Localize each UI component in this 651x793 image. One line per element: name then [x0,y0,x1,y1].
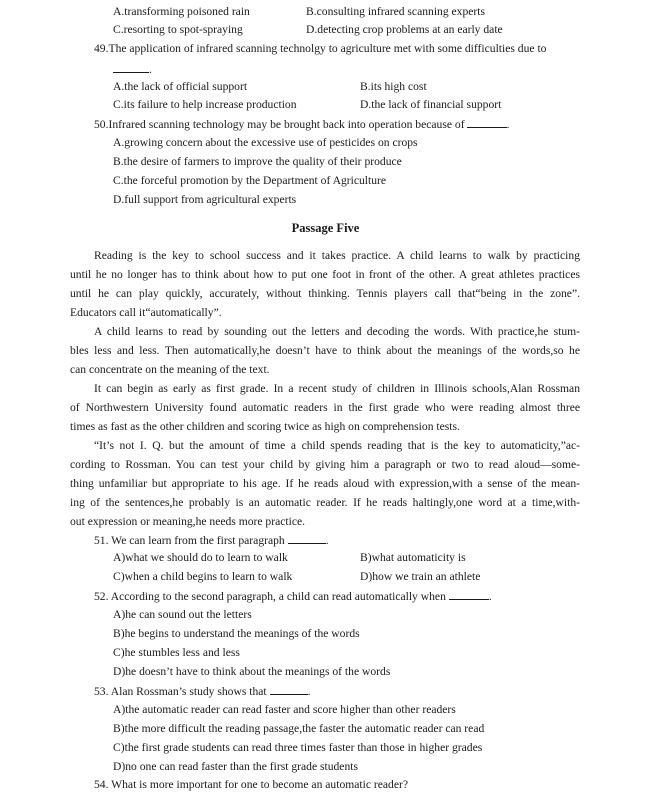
q53-option-b: B)the more difficult the reading passage,the faster the automatic reader can read [113,722,485,735]
paragraph-line: can concentrate on the meaning of the text. [70,363,270,376]
q50-stem: 50.Infrared scanning technology may be brought back into operation because of [94,118,465,131]
q50-option-a: A.growing concern about the excessive use of pesticides on crops [113,136,418,149]
paragraph-line: thing unfamiliar but appropriate to his age. If he reads aloud with expression,with a sense of the mean- [70,477,580,490]
q53-stem-line [94,684,311,699]
q48-option-a: A.transforming poisoned rain [113,5,250,18]
paragraph-line: Reading is the key to school success and it takes practice. A child learns to walk by practicing [94,249,580,262]
q51-stem-line [94,533,329,548]
answer-blank [113,62,149,73]
q51-option-b: B)what automaticity is [360,551,466,564]
q49-option-c: C.its failure to help increase production [113,98,297,111]
q51-option-d: D)how we train an athlete [360,570,481,583]
paragraph-line: Educators call it“automatically”. [70,306,222,319]
paragraph-line: ing of the sentences,he probably is an automatic reader. If he reads haltingly,one word at a time,with- [70,496,580,509]
paragraph-line: “It’s not I. Q. but the amount of time a child spends reading that is the key to automaticity,”ac- [94,439,580,452]
q51-stem: 51. We can learn from the first paragraph [94,534,285,547]
q53-option-d: D)no one can read faster than the first grade students [113,760,358,773]
paragraph-line: out expression or meaning,he needs more practice. [70,515,306,528]
q50-option-b: B.the desire of farmers to improve the quality of their produce [113,155,402,168]
answer-blank [467,117,507,128]
q51-option-c: C)when a child begins to learn to walk [113,570,293,583]
paragraph-line: bles less and less. Then automatically,he doesn’t have to think about the meanings of the words,so he [70,344,580,357]
q52-option-c: C)he stumbles less and less [113,646,240,659]
q53-blank-tail: . [307,685,311,698]
q53-option-a: A)the automatic reader can read faster and score higher than other readers [113,703,456,716]
q51-blank-tail: . [325,534,329,547]
q48-option-c: C.resorting to spot-spraying [113,23,243,36]
q52-option-a: A)he can sound out the letters [113,608,252,621]
q53-stem: 53. Alan Rossman’s study shows that [94,685,267,698]
q52-stem-line [94,589,492,604]
q50-option-d: D.full support from agricultural experts [113,193,297,206]
paragraph-line: A child learns to read by sounding out the letters and decoding the words. With practice,he stum- [94,325,580,338]
q50-stem-line [94,117,509,132]
q52-stem: 52. According to the second paragraph, a child can read automatically when [94,590,446,603]
q52-option-d: D)he doesn’t have to think about the meanings of the words [113,665,391,678]
answer-blank [288,533,326,544]
paragraph-line: until he no longer has to think about how to put one foot in front of the other. A great athletes practices [70,268,580,281]
q48-option-b: B.consulting infrared scanning experts [306,5,486,18]
q49-option-a: A.the lack of official support [113,80,248,93]
paragraph-line: times as fast as the other children and scoring twice as high on comprehension tests. [70,420,460,433]
q54-stem: 54. What is more important for one to become an automatic reader? [94,778,408,791]
q53-option-c: C)the first grade students can read three times faster than those in higher grades [113,741,483,754]
q48-option-d: D.detecting crop problems at an early date [306,23,503,36]
q49-stem: 49.The application of infrared scanning technolgy to agriculture met with some difficulties due to [94,42,547,55]
q50-option-c: C.the forceful promotion by the Department of Agriculture [113,174,387,187]
q49-blank-line [113,62,152,77]
q49-option-d: D.the lack of financial support [360,98,502,111]
paragraph-line: It can begin as early as first grade. In a recent study of children in Illinois schools,Alan Rossman [94,382,580,395]
paragraph-line: cording to Rossman. You can test your child by giving him a paragraph or two to read aloud—some- [70,458,580,471]
paragraph-line: until he can play quickly, accurately, without thinking. Tennis players call that“being in the zone”. [70,287,580,300]
q51-option-a: A)what we should do to learn to walk [113,551,288,564]
q50-blank-tail: . [506,118,510,131]
q49-option-b: B.its high cost [360,80,427,93]
q52-option-b: B)he begins to understand the meanings of the words [113,627,360,640]
answer-blank [449,589,489,600]
q49-blank-tail: . [149,63,152,76]
passage-title: Passage Five [291,221,360,235]
answer-blank [270,684,308,695]
q52-blank-tail: . [488,590,492,603]
paragraph-line: of Northwestern University found automatic readers in the first grade who were reading almost three [70,401,580,414]
